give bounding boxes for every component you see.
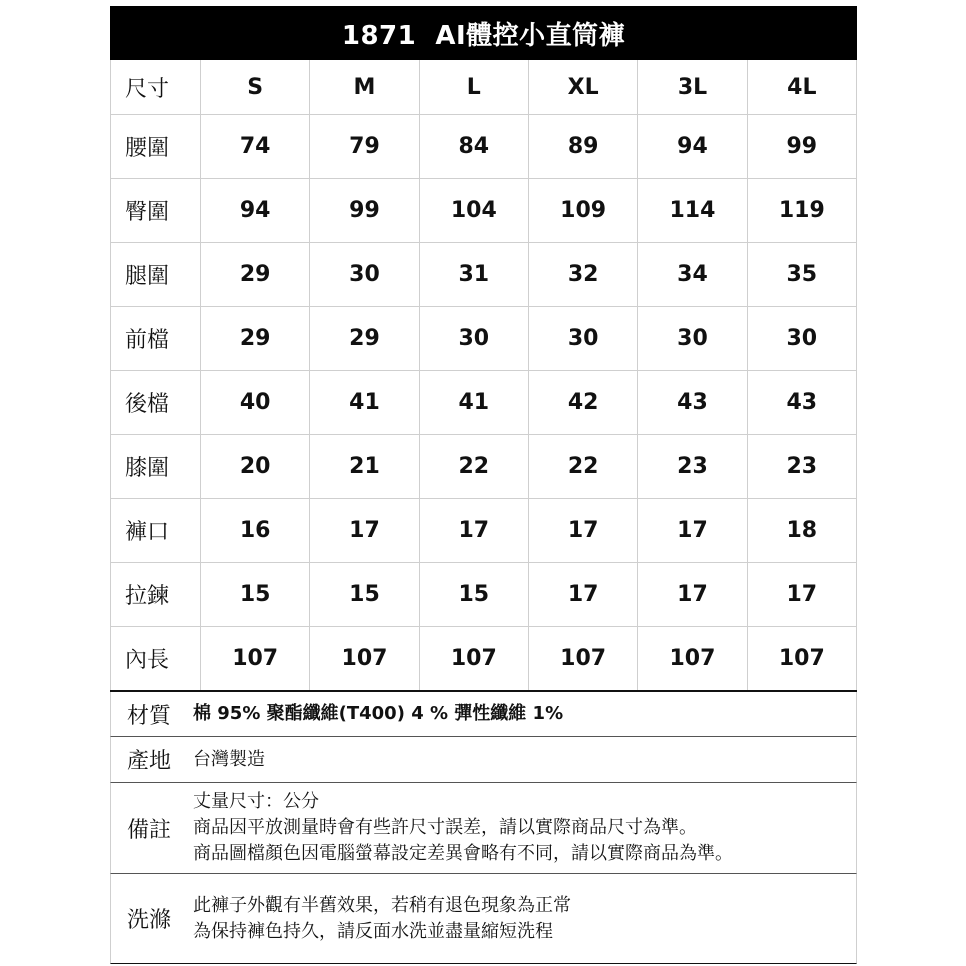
row-label: 後檔 [111, 371, 201, 435]
size-header-m: M [310, 60, 419, 115]
table-cell: 22 [419, 435, 528, 499]
table-cell: 29 [201, 307, 310, 371]
table-row-hem [111, 499, 857, 563]
table-cell: 17 [638, 563, 747, 627]
table-row-back-rise [111, 371, 857, 435]
wash-line: 此褲子外觀有半舊效果，若稍有退色現象為正常 [193, 894, 571, 916]
wash-row [110, 874, 857, 964]
table-cell: 119 [747, 179, 856, 243]
table-cell: 107 [201, 627, 310, 692]
origin-content [191, 737, 856, 782]
row-label: 腰圍 [111, 115, 201, 179]
table-cell: 114 [638, 179, 747, 243]
row-label: 褲口 [111, 499, 201, 563]
size-table [110, 60, 857, 692]
table-cell: 32 [528, 243, 637, 307]
wash-content [191, 874, 856, 963]
size-chart-sheet [110, 6, 857, 964]
table-cell: 107 [747, 627, 856, 692]
table-cell: 107 [638, 627, 747, 692]
notes-row [110, 783, 857, 874]
table-cell: 21 [310, 435, 419, 499]
table-cell: 17 [528, 499, 637, 563]
size-header-l: L [419, 60, 528, 115]
table-row-thigh [111, 243, 857, 307]
table-cell: 29 [201, 243, 310, 307]
row-label: 腿圍 [111, 243, 201, 307]
row-label: 前檔 [111, 307, 201, 371]
table-cell: 107 [419, 627, 528, 692]
table-cell: 17 [747, 563, 856, 627]
table-cell: 23 [638, 435, 747, 499]
origin-row [110, 737, 857, 783]
table-row-waist [111, 115, 857, 179]
table-cell: 74 [201, 115, 310, 179]
size-header-4l: 4L [747, 60, 856, 115]
table-cell: 30 [638, 307, 747, 371]
table-cell: 40 [201, 371, 310, 435]
table-cell: 89 [528, 115, 637, 179]
size-header-s: S [201, 60, 310, 115]
table-cell: 17 [419, 499, 528, 563]
table-row-zipper [111, 563, 857, 627]
table-cell: 15 [310, 563, 419, 627]
notes-content [191, 783, 856, 873]
table-row-knee [111, 435, 857, 499]
notes-line: 丈量尺寸：公分 [193, 791, 319, 812]
table-cell: 109 [528, 179, 637, 243]
table-cell: 104 [419, 179, 528, 243]
origin-label: 產地 [127, 749, 172, 774]
table-cell: 31 [419, 243, 528, 307]
table-cell: 43 [747, 371, 856, 435]
table-cell: 15 [201, 563, 310, 627]
table-cell: 17 [638, 499, 747, 563]
table-cell: 30 [747, 307, 856, 371]
table-cell: 30 [310, 243, 419, 307]
table-cell: 43 [638, 371, 747, 435]
table-cell: 35 [747, 243, 856, 307]
table-cell: 20 [201, 435, 310, 499]
table-cell: 29 [310, 307, 419, 371]
row-label: 臀圍 [111, 179, 201, 243]
table-cell: 107 [310, 627, 419, 692]
table-cell: 22 [528, 435, 637, 499]
table-row-front-rise [111, 307, 857, 371]
table-row-hip [111, 179, 857, 243]
table-cell: 84 [419, 115, 528, 179]
table-cell: 41 [419, 371, 528, 435]
size-header-label: 尺寸 [111, 60, 201, 115]
table-cell: 34 [638, 243, 747, 307]
row-label: 內長 [111, 627, 201, 692]
material-text: 棉 95% 聚酯纖維(T400) 4 % 彈性纖維 1% [193, 703, 564, 724]
row-label: 膝圍 [111, 435, 201, 499]
table-cell: 15 [419, 563, 528, 627]
table-cell: 99 [310, 179, 419, 243]
table-cell: 17 [310, 499, 419, 563]
table-cell: 18 [747, 499, 856, 563]
table-cell: 94 [201, 179, 310, 243]
table-cell: 42 [528, 371, 637, 435]
table-row-inseam [111, 627, 857, 692]
table-cell: 23 [747, 435, 856, 499]
table-cell: 30 [419, 307, 528, 371]
row-label: 拉鍊 [111, 563, 201, 627]
wash-label: 洗滌 [127, 908, 172, 933]
material-label: 材質 [127, 703, 172, 729]
table-cell: 99 [747, 115, 856, 179]
table-cell: 79 [310, 115, 419, 179]
table-cell: 41 [310, 371, 419, 435]
table-cell: 16 [201, 499, 310, 563]
title-bar [110, 6, 857, 60]
notes-line: 商品因平放測量時會有些許尺寸誤差，請以實際商品尺寸為準。 [193, 817, 697, 838]
material-row [110, 692, 857, 737]
size-header-xl: XL [528, 60, 637, 115]
notes-label: 備註 [127, 817, 172, 843]
product-title: 1871 AI體控小直筒褲 [341, 20, 626, 51]
table-cell: 94 [638, 115, 747, 179]
origin-text: 台灣製造 [193, 748, 265, 770]
size-header-3l: 3L [638, 60, 747, 115]
table-cell: 107 [528, 627, 637, 692]
notes-line: 商品圖檔顏色因電腦螢幕設定差異會略有不同，請以實際商品為準。 [193, 843, 733, 864]
size-header-row [111, 60, 857, 115]
material-content [191, 692, 856, 736]
table-cell: 30 [528, 307, 637, 371]
table-cell: 17 [528, 563, 637, 627]
wash-line: 為保持褲色持久，請反面水洗並盡量縮短洗程 [193, 920, 553, 942]
